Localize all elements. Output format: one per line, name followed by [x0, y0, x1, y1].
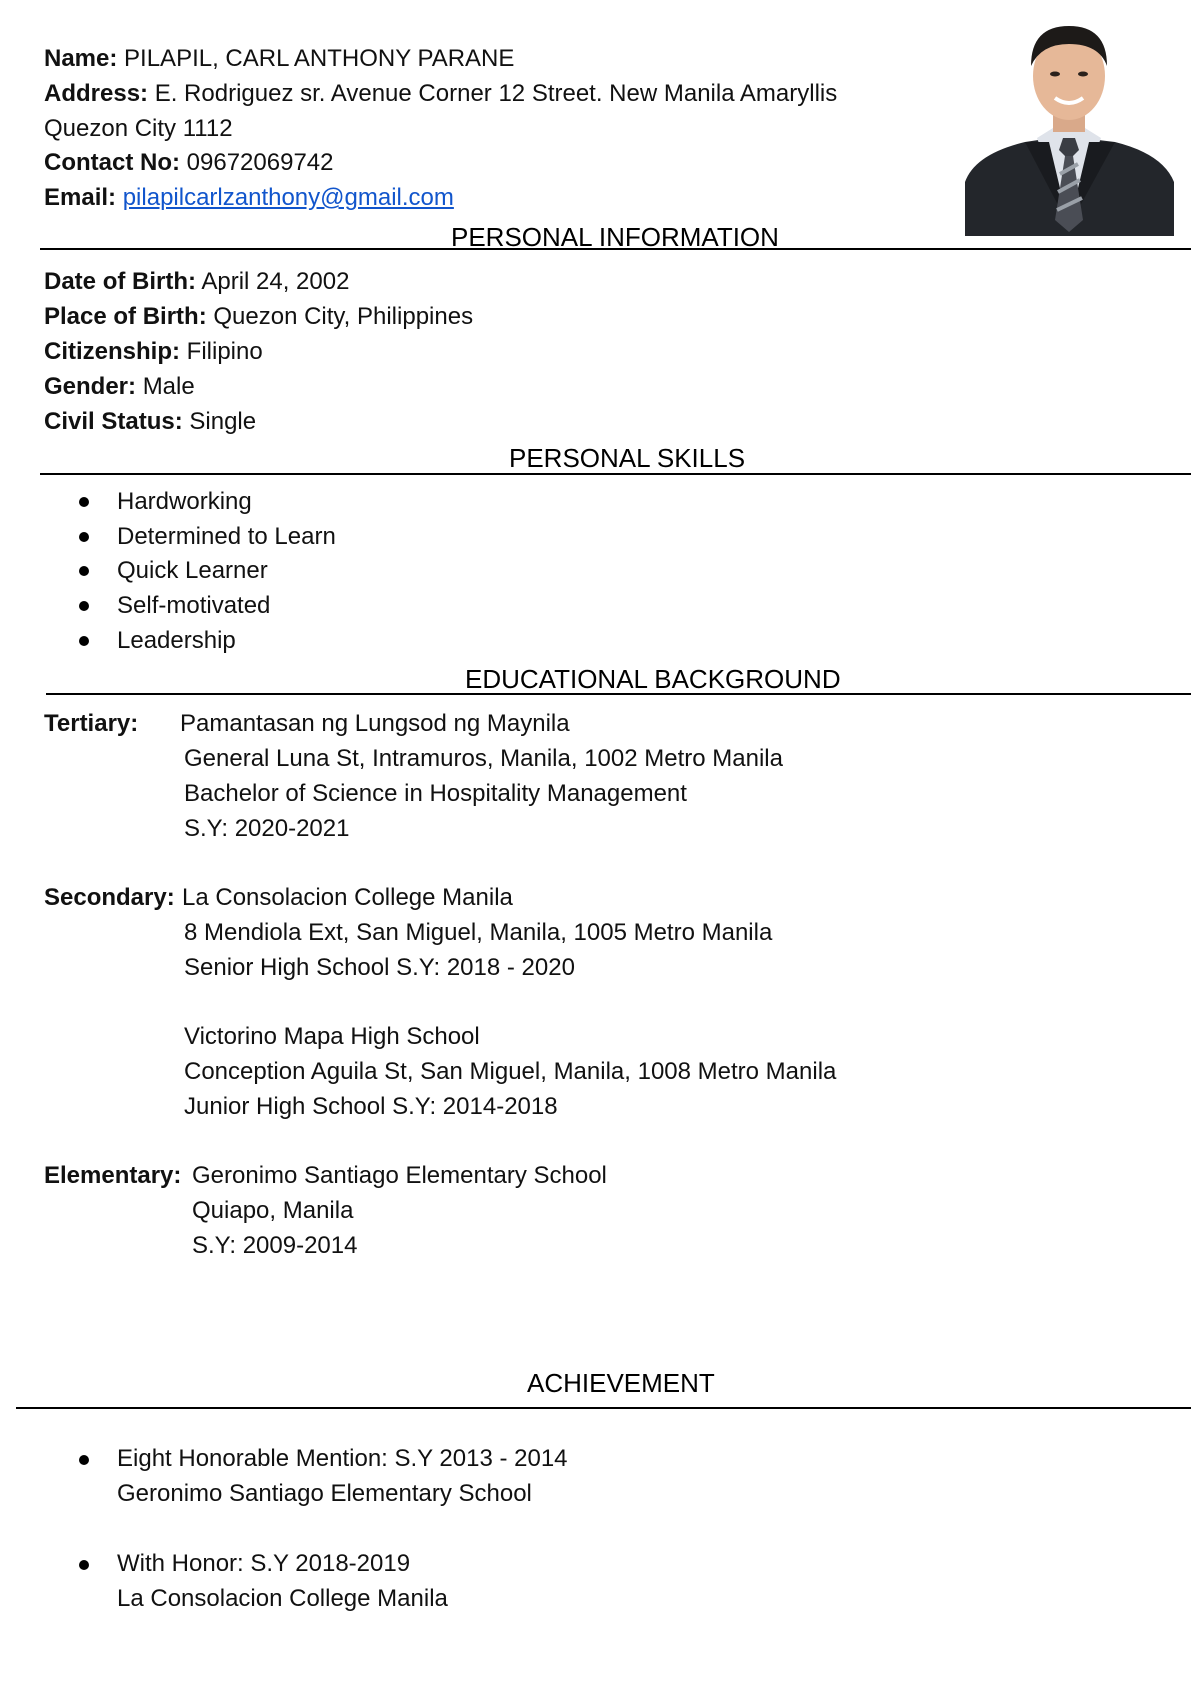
gender-label: Gender: [44, 373, 137, 400]
skill-item: Leadership [117, 627, 236, 654]
dob-value: April 24, 2002 [201, 268, 350, 295]
elementary-label: Elementary: [44, 1162, 182, 1189]
name-label: Name: [44, 45, 118, 72]
contact-line [44, 148, 333, 178]
skill-bullet [79, 532, 89, 542]
pob-value: Quezon City, Philippines [213, 303, 474, 330]
skill-bullet [79, 497, 89, 507]
civil-status-line [44, 407, 256, 437]
senior-high-school: La Consolacion College Manila [182, 884, 513, 911]
civil-status-value: Single [189, 408, 257, 435]
email-line [44, 183, 454, 213]
junior-high-address: Conception Aguila St, San Miguel, Manila, 1008 Metro Manila [184, 1058, 837, 1085]
gender-value: Male [142, 373, 195, 400]
contact-label: Contact No: [44, 149, 180, 176]
contact-value: 09672069742 [186, 149, 334, 176]
skill-bullet [79, 566, 89, 576]
skill-item: Determined to Learn [117, 523, 336, 550]
junior-high-school: Victorino Mapa High School [184, 1023, 480, 1050]
pob-label: Place of Birth: [44, 303, 207, 330]
heading-personal-information: PERSONAL INFORMATION [451, 222, 779, 252]
citizenship-label: Citizenship: [44, 338, 180, 365]
senior-high-address: 8 Mendiola Ext, San Miguel, Manila, 1005 Metro Manila [184, 919, 773, 946]
tertiary-label: Tertiary: [44, 710, 139, 737]
elementary-address: Quiapo, Manila [192, 1197, 354, 1224]
junior-high-year: Junior High School S.Y: 2014-2018 [184, 1093, 558, 1120]
skill-item: Quick Learner [117, 557, 268, 584]
skill-item: Self-motivated [117, 592, 271, 619]
skill-bullet [79, 601, 89, 611]
email-label: Email: [44, 184, 117, 211]
address-line [44, 79, 837, 109]
name-line [44, 44, 514, 74]
senior-high-year: Senior High School S.Y: 2018 - 2020 [184, 954, 575, 981]
dob-label: Date of Birth: [44, 268, 196, 295]
name-value: PILAPIL, CARL ANTHONY PARANE [124, 45, 515, 72]
achievement-item-school: Geronimo Santiago Elementary School [117, 1480, 532, 1507]
achievement-item-title: Eight Honorable Mention: S.Y 2013 - 2014 [117, 1445, 568, 1472]
pob-line [44, 302, 473, 332]
elementary-year: S.Y: 2009-2014 [192, 1232, 358, 1259]
dob-line [44, 267, 349, 297]
address-line-2: Quezon City 1112 [44, 115, 233, 142]
heading-educational-background: EDUCATIONAL BACKGROUND [465, 664, 841, 694]
heading-achievement: ACHIEVEMENT [527, 1368, 715, 1398]
gender-line [44, 372, 195, 402]
secondary-label: Secondary: [44, 884, 175, 911]
profile-photo [965, 14, 1174, 236]
address-value: E. Rodriguez sr. Avenue Corner 12 Street. New Manila Amaryllis [154, 80, 838, 107]
tertiary-degree: Bachelor of Science in Hospitality Management [184, 780, 687, 807]
achievement-item-title: With Honor: S.Y 2018-2019 [117, 1550, 411, 1577]
skill-bullet [79, 636, 89, 646]
achievement-bullet [79, 1560, 89, 1570]
elementary-school: Geronimo Santiago Elementary School [192, 1162, 607, 1189]
tertiary-address: General Luna St, Intramuros, Manila, 1002 Metro Manila [184, 745, 783, 772]
civil-status-label: Civil Status: [44, 408, 183, 435]
achievement-item-school: La Consolacion College Manila [117, 1585, 448, 1612]
profile-photo-illustration [965, 14, 1174, 236]
tertiary-school: Pamantasan ng Lungsod ng Maynila [180, 710, 570, 737]
address-label: Address: [44, 80, 149, 107]
divider-personal-skills [40, 473, 1191, 475]
citizenship-line [44, 337, 263, 367]
email-link[interactable]: pilapilcarlzanthony@gmail.com [122, 184, 454, 211]
heading-personal-skills: PERSONAL SKILLS [509, 443, 746, 473]
citizenship-value: Filipino [186, 338, 263, 365]
skill-item: Hardworking [117, 488, 252, 515]
achievement-bullet [79, 1455, 89, 1465]
divider-achievement [16, 1407, 1191, 1409]
tertiary-year: S.Y: 2020-2021 [184, 815, 350, 842]
